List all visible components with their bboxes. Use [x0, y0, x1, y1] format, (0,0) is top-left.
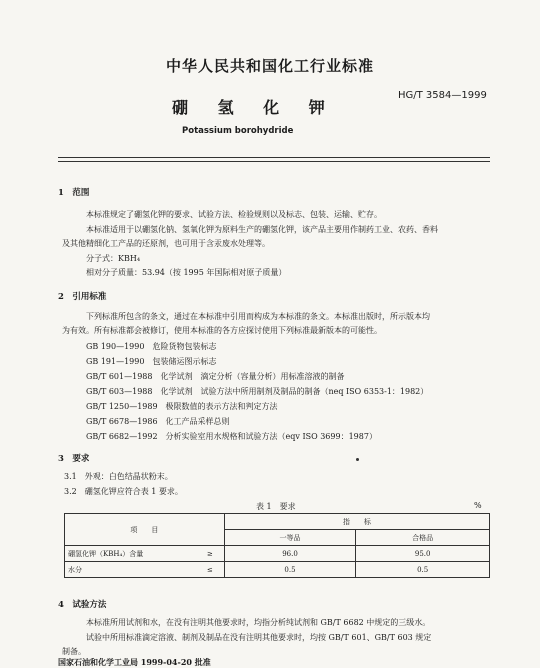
table-cell-item: 硼氢化钾（KBH₄）含量 [65, 546, 197, 562]
reference-item: GB 191—1990 包装储运图示标志 [86, 357, 217, 366]
table-cell-operator: ≥ [196, 546, 224, 562]
molecular-formula: 分子式：KBH₄ [86, 254, 141, 263]
section-2-para-line-2: 为有效。所有标准都会被修订，使用本标准的各方应探讨使用下列标准最新版本的可能性。 [62, 326, 382, 335]
section-4-heading: 4 试验方法 [58, 600, 107, 610]
table-cell-qualified: 0.5 [356, 562, 490, 578]
table-header-index: 指 标 [224, 514, 489, 530]
reference-item: GB/T 6678—1986 化工产品采样总则 [86, 417, 230, 426]
reference-item: GB/T 1250—1989 极限数值的表示方法和判定方法 [86, 402, 278, 411]
table-cell-first: 96.0 [224, 546, 356, 562]
section-3-heading: 3 要求 [58, 454, 90, 464]
header-rule-top [58, 157, 490, 158]
table-header-first-grade: 一等品 [224, 530, 356, 546]
reference-item: GB/T 6682—1992 分析实验室用水规格和试验方法（eqv ISO 3699：1987） [86, 432, 377, 441]
reference-item: GB/T 603—1988 化学试剂 试验方法中所用制剂及制品的制备（neq ISO 6353-1：1982） [86, 387, 429, 396]
document-subtitle: Potassium borohydride [182, 126, 294, 136]
table-cell-operator: ≤ [196, 562, 224, 578]
section-1-heading: 1 范围 [58, 188, 90, 198]
requirements-table [64, 513, 490, 578]
molecular-mass: 相对分子质量：53.94（按 1995 年国际相对原子质量） [86, 268, 287, 277]
table-header-item: 项 目 [65, 514, 225, 546]
standard-code: HG/T 3584—1999 [398, 90, 487, 101]
section-2-para-line-1: 下列标准所包含的条文，通过在本标准中引用而构成为本标准的条文。本标准出版时，所示版本均 [86, 312, 430, 321]
section-1-para-2-line-2: 及其他精细化工产品的还原剂，也可用于含汞废水处理等。 [62, 239, 270, 248]
table-cell-first: 0.5 [224, 562, 356, 578]
table-row [65, 546, 490, 562]
requirement-3-2: 3.2 硼氢化钾应符合表 1 要求。 [64, 487, 183, 496]
reference-item: GB 190—1990 危险货物包装标志 [86, 342, 217, 351]
header-rule-bottom [58, 161, 490, 162]
table-cell-item: 水分 [65, 562, 197, 578]
section-1-para-1: 本标准规定了硼氢化钾的要求、试验方法、检验规则以及标志、包装、运输、贮存。 [86, 210, 382, 219]
table-cell-qualified: 95.0 [356, 546, 490, 562]
section-4-para-2-line-1: 试验中所用标准滴定溶液、制剂及制品在没有注明其他要求时，均按 GB/T 601、GB/T 603 规定 [86, 633, 432, 642]
section-2-heading: 2 引用标准 [58, 292, 107, 302]
reference-item: GB/T 601—1988 化学试剂 滴定分析（容量分析）用标准溶液的制备 [86, 372, 345, 381]
section-4-para-2-line-2: 制备。 [62, 647, 86, 656]
requirement-3-1: 3.1 外观：白色结晶状粉末。 [64, 472, 173, 481]
approval-footer: 国家石油和化学工业局 1999-04-20 批准 [58, 657, 211, 667]
section-1-para-2-line-1: 本标准适用于以硼氢化钠、氢氧化钾为原料生产的硼氢化钾，该产品主要用作制药工业、农药、香料 [86, 225, 438, 234]
org-title: 中华人民共和国化工行业标准 [165, 57, 374, 75]
document-title: 硼 氢 化 钾 [172, 98, 337, 117]
table-unit: % [474, 501, 482, 510]
table-header-qualified: 合格品 [356, 530, 490, 546]
table-caption: 表 1 要求 [256, 502, 296, 511]
table-row [65, 562, 490, 578]
section-4-para-1: 本标准所用试剂和水，在没有注明其他要求时，均指分析纯试剂和 GB/T 6682 中规定的三级水。 [86, 618, 431, 627]
scan-speck [356, 458, 359, 461]
